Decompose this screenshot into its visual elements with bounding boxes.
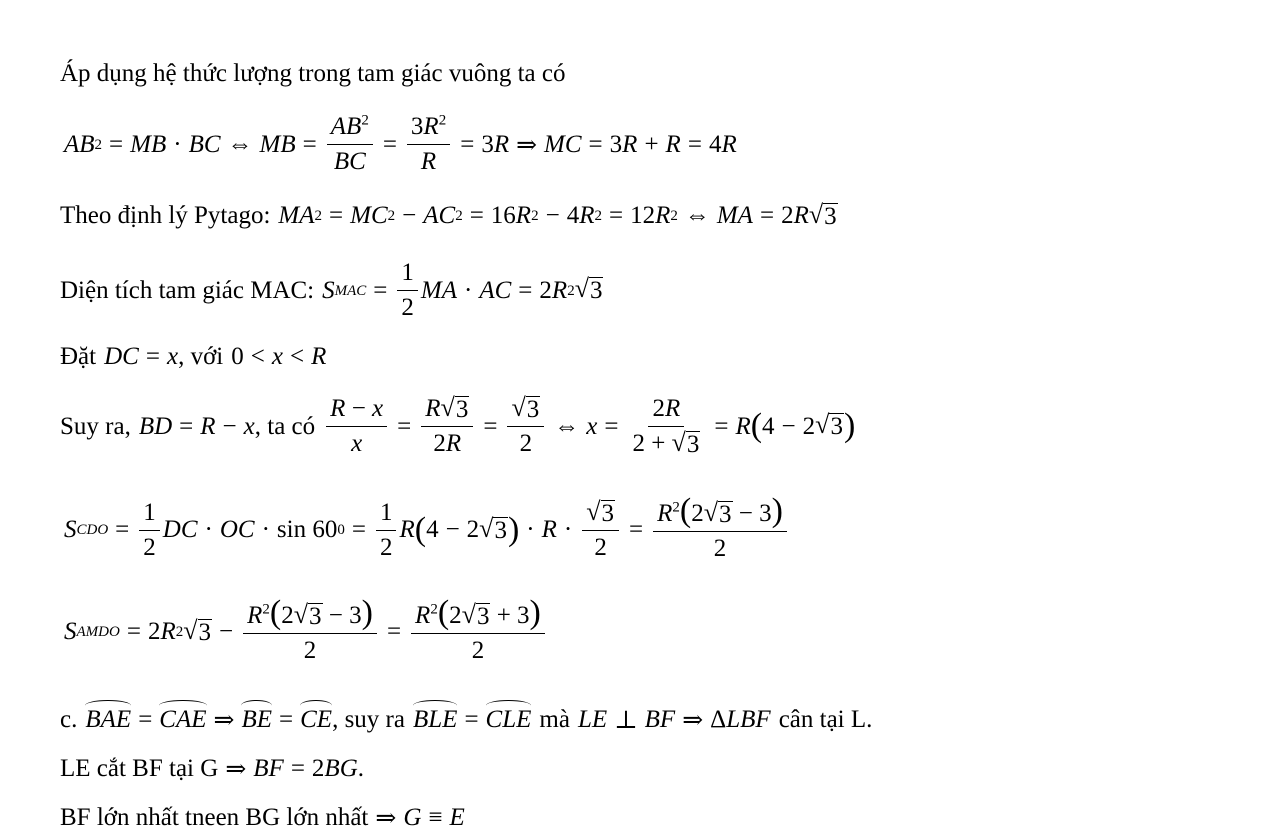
infer-have-text: , ta có [254, 412, 316, 440]
arc-cle: CLE [485, 706, 532, 733]
part-c-line: c. BAE = CAE ⇒ BE = CE , suy ra BLE = CLE mà LE ⊥ BF ⇒ Δ LBF cân tại L. [60, 706, 873, 734]
arc-be: BE [241, 706, 273, 733]
bf-max-text: BF lớn nhất tneen BG lớn nhất [60, 804, 369, 831]
area-amdo-line: S AMDO = 2 R 2 √ 3 − $R^2(2$ √ 3 − 3) 2 = $R^2(2$ √ 3 + 3) 2 [64, 598, 548, 666]
part-c-label: c. [60, 706, 78, 733]
part-c-iso-text: cân tại L. [778, 706, 873, 733]
set-label: Đặt [60, 343, 97, 370]
area-label: Diện tích tam giác MAC: [60, 276, 315, 304]
fraction: 2R 2 + √ 3 [632, 395, 700, 458]
fraction: √ 3 2 [507, 394, 544, 459]
arc-ce: CE [300, 706, 333, 733]
fraction: $\frac{1}{2}$ [376, 498, 397, 563]
le-cut-text: LE cắt BF tại G [60, 755, 219, 782]
fraction: $\frac{3R^2}{R}$ [407, 112, 450, 177]
equation-ab-squared: AB 2 = MB · BC ⇔ MB = $\frac{AB^2}{BC}$ = $\frac{3R^2}{R}$ = 3 R ⇒ MC = 3 R + R = 4 R [64, 112, 737, 175]
infer-label: Suy ra, [60, 412, 131, 440]
fraction: √ 3 2 [582, 498, 619, 563]
intro-text: Áp dụng hệ thức lượng trong tam giác vuông ta có [60, 60, 566, 87]
set-line: Đặt DC = x , với 0 < x < R [60, 343, 327, 370]
infer-line: Suy ra, BD = R − x , ta có $\frac{R - x}{x}$ = R √ 3 2R = √ 3 2 ⇔ x = 2R 2 + √ 3 = R ( 4 − 2 √ 3 ) [60, 393, 856, 458]
arc-bae: BAE [85, 706, 132, 733]
bf-max-line: BF lớn nhất tneen BG lớn nhất ⇒ G ≡ E [60, 804, 465, 832]
part-c-but-text: mà [539, 706, 570, 733]
part-c-so-text: , suy ra [332, 706, 405, 733]
fraction: $\frac{1}{2}$ [397, 258, 418, 323]
intro-line [60, 60, 566, 88]
le-cut-line: LE cắt BF tại G ⇒ BF = 2 BG . [60, 755, 364, 783]
fraction: $\frac{AB^2}{BC}$ [327, 112, 373, 177]
fraction: $R^2(2$ √ 3 − 3) 2 [653, 496, 787, 564]
area-cdo-line: S CDO = $\frac{1}{2}$ DC · OC · sin 60 0 = $\frac{1}{2}$ R ( 4 − 2 √ 3 ) · R · √ 3 2 = $R^2(2$ √ 3 − 3) 2 [64, 496, 790, 564]
fraction: $R^2(2$ √ 3 − 3) 2 [243, 598, 377, 666]
arc-cae: CAE [159, 706, 207, 733]
area-mac-line: Diện tích tam giác MAC: S MAC = $\frac{1}{2}$ MA · AC = 2 R 2 √ 3 [60, 259, 603, 321]
fraction: $\frac{R - x}{x}$ [326, 394, 387, 459]
fraction: $R^2(2$ √ 3 + 3) 2 [411, 598, 545, 666]
pytago-label: Theo định lý Pytago: [60, 202, 271, 230]
set-with-text: , với [178, 343, 224, 370]
fraction: $\frac{1}{2}$ [139, 498, 160, 563]
arc-ble: BLE [412, 706, 458, 733]
fraction: R √ 3 2R [421, 394, 473, 459]
pytago-line: Theo định lý Pytago: MA 2 = MC 2 − AC 2 = 16 R 2 − 4 R 2 = 12 R 2 ⇔ MA = 2 R √ 3 [60, 200, 837, 230]
